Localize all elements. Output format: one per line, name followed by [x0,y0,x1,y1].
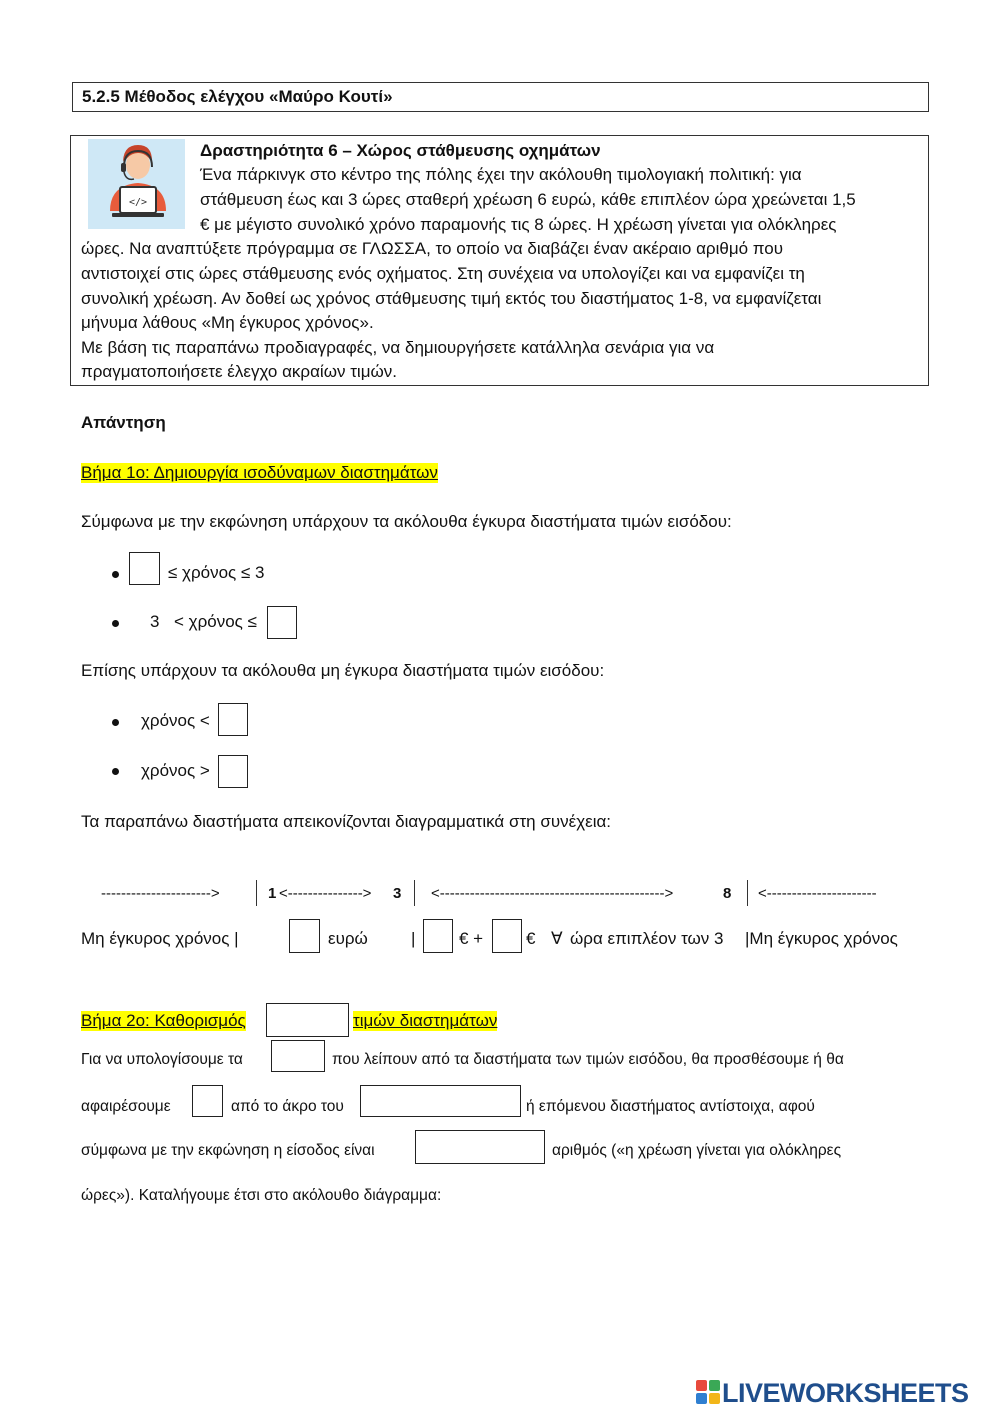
diagram-divider [256,880,257,906]
valid1-label: ≤ χρόνος ≤ 3 [168,563,265,582]
diagram-bound-8: 8 [723,885,732,902]
activity-line: Με βάση τις παραπάνω προδιαγραφές, να δημιουργήσετε κατάλληλα σενάρια για να [81,338,715,357]
diagram-bound-1: 1 [268,885,277,902]
activity-line: ώρες. Να αναπτύξετε πρόγραμμα σε ΓΛΩΣΣΑ, το οποίο να διαβάζει έναν ακέραιο αριθμό που [81,239,784,258]
step2-p4: ώρες»). Καταλήγουμε έτσι στο ακόλουθο διάγραμμα: [81,1187,442,1204]
bullet [112,768,119,775]
svg-text:</>: </> [128,197,148,208]
activity-line: μήνυμα λάθους «Μη έγκυρος χρόνος». [81,313,374,332]
section-title: 5.2.5 Μέθοδος ελέγχου «Μαύρο Κουτί» [82,87,393,106]
diagram-extra-hour: ώρα επιπλέον των 3 [570,929,724,948]
step2-missing-input[interactable] [271,1040,325,1072]
step2-title-suffix: τιμών διαστημάτων [353,1011,498,1030]
diagram-bound-3: 3 [393,885,402,902]
diagram-divider [414,880,415,906]
activity-line: στάθμευση έως και 3 ώρες σταθερή χρέωση 6 ευρώ, κάθε επιπλέον ώρα χρεώνεται 1,5 [200,190,856,209]
diagram-divider [747,880,748,906]
step2-interval-input[interactable] [360,1085,521,1117]
invalid1-bound-input[interactable] [218,703,248,736]
invalid1-label: χρόνος < [141,711,210,730]
diagram-euro-word: ευρώ [328,929,368,948]
fixed-charge-input[interactable] [289,919,320,953]
diagram-invalid-right-label: |Μη έγκυρος χρόνος [745,929,898,948]
step2-amount-input[interactable] [192,1085,223,1117]
invalid-intervals-intro: Επίσης υπάρχουν τα ακόλουθα μη έγκυρα διαστήματα τιμών εισόδου: [81,661,605,680]
valid1-lower-bound-input[interactable] [129,552,160,585]
diagram-euro-plus: € + [459,929,484,948]
valid2-lower: 3 [150,612,160,631]
step2-title-input[interactable] [266,1003,349,1037]
diagram-arrow-3-8: <---------------------------------------------> [431,885,674,902]
diagram-arrow-1-3: <---------------> [279,885,372,902]
base-charge-input[interactable] [423,919,453,953]
liveworksheets-brand: LIVEWORKSHEETS [722,1378,969,1408]
step2-p2-b: από το άκρο του [231,1098,344,1115]
diagram-intro: Τα παραπάνω διαστήματα απεικονίζονται διαγραμματικά στη συνέχεια: [81,812,612,831]
step2-p2-a: αφαιρέσουμε [81,1098,171,1115]
valid2-upper-bound-input[interactable] [267,606,297,639]
step2-p1-b: που λείπουν από τα διαστήματα των τιμών εισόδου, θα προσθέσουμε ή θα [332,1051,844,1068]
bullet [112,719,119,726]
diagram-invalid-left-label: Μη έγκυρος χρόνος | [81,929,239,948]
step2-p2-c: ή επόμενου διαστήματος αντίστοιχα, αφού [526,1098,815,1115]
diagram-invalid-right-arrow: <---------------------- [758,885,877,902]
activity-line: € με μέγιστο συνολικό χρόνο παραμονής τις 8 ώρες. Η χρέωση γίνεται για ολόκληρες [200,215,837,234]
diagram-euro-sign: € [526,929,536,948]
hourly-charge-input[interactable] [492,919,522,953]
activity-line: συνολική χρέωση. Αν δοθεί ως χρόνος στάθμευσης τιμή εκτός του διαστήματος 1-8, να εμφανίζεται [81,289,822,308]
invalid2-bound-input[interactable] [218,755,248,788]
bullet [112,620,119,627]
programmer-laptop-icon [88,139,185,229]
valid2-label: < χρόνος ≤ [174,612,257,631]
step2-input-type-input[interactable] [415,1130,545,1164]
bullet [112,571,119,578]
step1-title: Βήμα 1ο: Δημιουργία ισοδύναμων διαστημάτων [81,463,438,482]
diagram-forall: ∀ [551,929,563,948]
step2-title-prefix: Βήμα 2ο: Καθορισμός [81,1011,246,1030]
activity-line: αντιστοιχεί στις ώρες στάθμευσης ενός οχήματος. Στη συνέχεια να υπολογίζει και να εμφανίζει τη [81,264,805,283]
step2-p3-b: αριθμός («η χρέωση γίνεται για ολόκληρες [552,1142,842,1159]
liveworksheets-logo-icon [696,1380,720,1404]
step2-p1-a: Για να υπολογίσουμε τα [81,1051,243,1068]
activity-line: Ένα πάρκινγκ στο κέντρο της πόλης έχει την ακόλουθη τιμολογιακή πολιτική: για [200,165,802,184]
step2-p3-a: σύμφωνα με την εκφώνηση η είσοδος είναι [81,1142,375,1159]
activity-line: πραγματοποιήσετε έλεγχο ακραίων τιμών. [81,362,397,381]
diagram-invalid-left-arrow: ----------------------> [101,885,220,902]
activity-title: Δραστηριότητα 6 – Χώρος στάθμευσης οχημάτων [200,141,601,160]
diagram-bar: | [411,929,416,948]
answer-heading: Απάντηση [81,413,166,432]
valid-intervals-intro: Σύμφωνα με την εκφώνηση υπάρχουν τα ακόλουθα έγκυρα διαστήματα τιμών εισόδου: [81,512,732,531]
invalid2-label: χρόνος > [141,761,210,780]
